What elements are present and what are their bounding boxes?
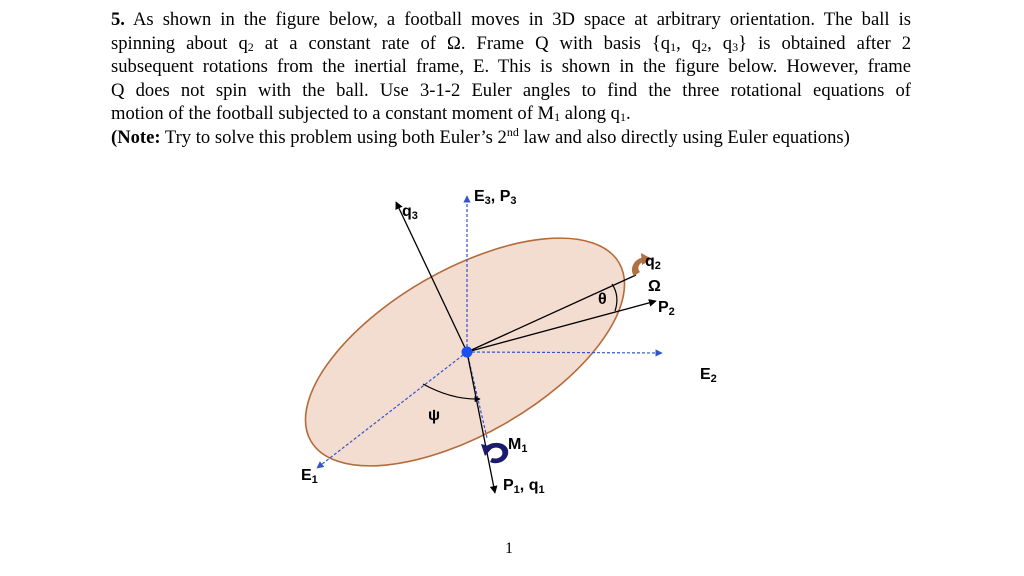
problem-line-4: Q does not spin with the ball. Use 3-1-2 Euler angles to find the three rotational equations of xyxy=(111,79,911,101)
problem-line-1: 5. As shown in the figure below, a football moves in 3D space at arbitrary orientation. The ball is xyxy=(111,9,911,30)
page-number: 1 xyxy=(505,540,513,557)
m1-label: M1 xyxy=(508,436,528,455)
problem-note: (Note: Try to solve this problem using both Euler’s 2nd law and also directly using Euler equations) xyxy=(111,124,850,148)
problem-line-2: spinning about $q_2$ at a constant rate of Ω. Frame Q with basis {$q_1$, $q_2$, $q_3$} is obtained after 2 xyxy=(111,32,911,54)
e1-label: E1 xyxy=(301,467,318,486)
theta-label: θ xyxy=(598,291,607,308)
p1-q1-label: P1, q1 xyxy=(503,477,545,496)
e3-p3-label: E3, P3 xyxy=(474,188,517,207)
psi-label: ψ xyxy=(428,407,441,424)
problem-line-3: subsequent rotations from the inertial frame, E. This is shown in the figure below. However, frame xyxy=(111,56,911,77)
problem-number: 5. xyxy=(111,9,125,30)
problem-line-5: motion of the football subjected to a constant moment of $M_1$ along $q_1$. xyxy=(111,103,631,124)
center-point xyxy=(462,347,473,358)
q2-label: q2 xyxy=(645,253,661,272)
omega-label: Ω xyxy=(648,278,661,295)
q3-label: q3 xyxy=(402,203,418,222)
e2-label: E2 xyxy=(700,366,717,385)
p2-label: P2 xyxy=(658,299,675,318)
